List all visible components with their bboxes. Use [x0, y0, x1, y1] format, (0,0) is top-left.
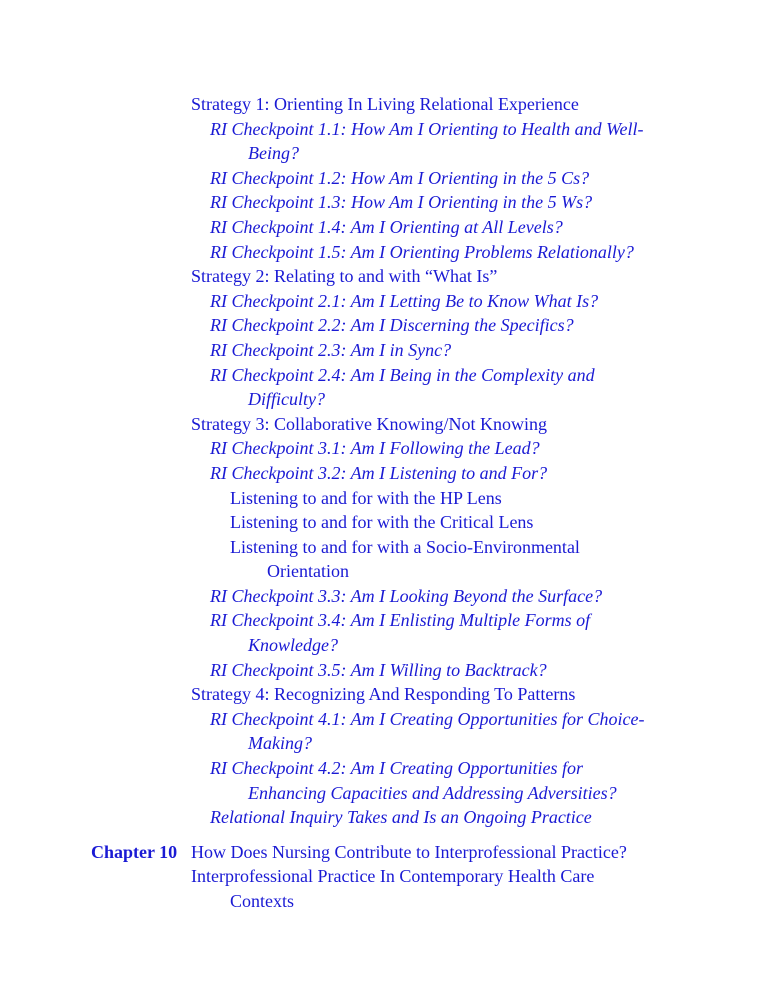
toc-entry-checkpoint[interactable] — [0, 436, 772, 461]
toc-entry-line[interactable]: RI Checkpoint 2.3: Am I in Sync? — [210, 339, 452, 360]
toc-entry-line[interactable]: RI Checkpoint 4.1: Am I Creating Opportunities for Choice- — [210, 708, 645, 729]
toc-entry-line[interactable]: RI Checkpoint 1.4: Am I Orienting at All Levels? — [210, 216, 563, 237]
toc-entry-line[interactable]: RI Checkpoint 1.3: How Am I Orienting in the 5 Ws? — [210, 192, 593, 213]
toc-entry-checkpoint[interactable] — [0, 584, 772, 609]
toc-entry-checkpoint[interactable] — [0, 240, 772, 265]
toc-entry-line[interactable]: Listening to and for with the Critical Lens — [230, 512, 534, 533]
toc-entry-strategy[interactable] — [0, 864, 772, 913]
toc-entries — [0, 92, 772, 830]
toc-entry-checkpoint[interactable] — [0, 461, 772, 486]
toc-entry-checkpoint[interactable] — [0, 289, 772, 314]
toc-entry-line[interactable]: Interprofessional Practice In Contemporary Health Care — [191, 866, 595, 887]
toc-entry-checkpoint[interactable] — [0, 117, 772, 166]
chapter-number[interactable]: Chapter 10 — [91, 841, 178, 862]
toc-entry-strategy[interactable] — [0, 412, 772, 437]
toc-entry-checkpoint[interactable] — [0, 190, 772, 215]
toc-entry-line[interactable]: Strategy 1: Orienting In Living Relational Experience — [191, 94, 579, 114]
toc-entry-line[interactable]: Strategy 2: Relating to and with “What Is” — [191, 266, 498, 287]
toc-entry-checkpoint[interactable] — [0, 215, 772, 240]
toc-entry-line[interactable]: RI Checkpoint 3.5: Am I Willing to Backtrack? — [210, 659, 547, 680]
toc-entry-strategy[interactable] — [0, 682, 772, 707]
toc-entry-line[interactable]: RI Checkpoint 1.2: How Am I Orienting in the 5 Cs? — [210, 167, 590, 188]
toc-entry-line[interactable]: RI Checkpoint 3.3: Am I Looking Beyond the Surface? — [210, 585, 603, 606]
toc-entry-line[interactable]: Strategy 4: Recognizing And Responding To Patterns — [191, 684, 576, 705]
toc-entry-checkpoint[interactable] — [0, 805, 772, 830]
toc-entry-checkpoint[interactable] — [0, 363, 772, 412]
toc-entry-line[interactable]: RI Checkpoint 4.2: Am I Creating Opportunities for — [210, 758, 583, 779]
toc-entries-after-chapter — [0, 864, 772, 913]
toc-entry-line[interactable]: Relational Inquiry Takes and Is an Ongoing Practice — [210, 807, 592, 828]
toc-entry-sub[interactable] — [0, 510, 772, 535]
toc-entry-line[interactable]: Making? — [248, 733, 312, 754]
toc-entry-line[interactable]: Knowledge? — [248, 635, 338, 656]
toc-entry-line[interactable]: RI Checkpoint 3.1: Am I Following the Lead? — [210, 438, 540, 459]
toc-entry-line[interactable]: RI Checkpoint 3.2: Am I Listening to and For? — [210, 462, 548, 483]
chapter-title[interactable]: How Does Nursing Contribute to Interprofessional Practice? — [191, 841, 627, 862]
toc-entry-strategy[interactable] — [0, 92, 772, 117]
toc-entry-sub[interactable] — [0, 535, 772, 584]
toc-entry-line[interactable]: Difficulty? — [248, 389, 325, 410]
toc-entry-line[interactable]: RI Checkpoint 3.4: Am I Enlisting Multiple Forms of — [210, 610, 591, 631]
table-of-contents — [0, 92, 772, 914]
toc-entry-line[interactable]: RI Checkpoint 1.1: How Am I Orienting to Health and Well- — [210, 118, 644, 139]
toc-entry-line[interactable]: Contexts — [230, 891, 295, 911]
toc-entry-checkpoint[interactable] — [0, 338, 772, 363]
toc-entry-checkpoint[interactable] — [0, 313, 772, 338]
toc-entry-line[interactable]: Being? — [248, 143, 299, 164]
chapter-heading[interactable] — [0, 840, 772, 865]
toc-entry-line[interactable]: RI Checkpoint 2.4: Am I Being in the Complexity and — [210, 364, 595, 385]
toc-entry-checkpoint[interactable] — [0, 166, 772, 191]
toc-entry-line[interactable]: Strategy 3: Collaborative Knowing/Not Knowing — [191, 413, 547, 434]
toc-entry-sub[interactable] — [0, 486, 772, 511]
toc-entry-line[interactable]: Enhancing Capacities and Addressing Adversities? — [248, 782, 617, 803]
toc-entry-checkpoint[interactable] — [0, 707, 772, 756]
toc-entry-line[interactable]: RI Checkpoint 2.2: Am I Discerning the Specifics? — [210, 315, 574, 336]
toc-entry-line[interactable]: RI Checkpoint 1.5: Am I Orienting Problems Relationally? — [210, 241, 634, 262]
toc-entry-line[interactable]: Orientation — [267, 561, 349, 582]
toc-entry-checkpoint[interactable] — [0, 756, 772, 805]
toc-entry-line[interactable]: RI Checkpoint 2.1: Am I Letting Be to Know What Is? — [210, 290, 599, 311]
toc-entry-strategy[interactable] — [0, 264, 772, 289]
toc-entry-line[interactable]: Listening to and for with the HP Lens — [230, 487, 502, 508]
toc-entry-checkpoint[interactable] — [0, 608, 772, 657]
toc-entry-checkpoint[interactable] — [0, 658, 772, 683]
toc-entry-line[interactable]: Listening to and for with a Socio-Environmental — [230, 536, 580, 557]
